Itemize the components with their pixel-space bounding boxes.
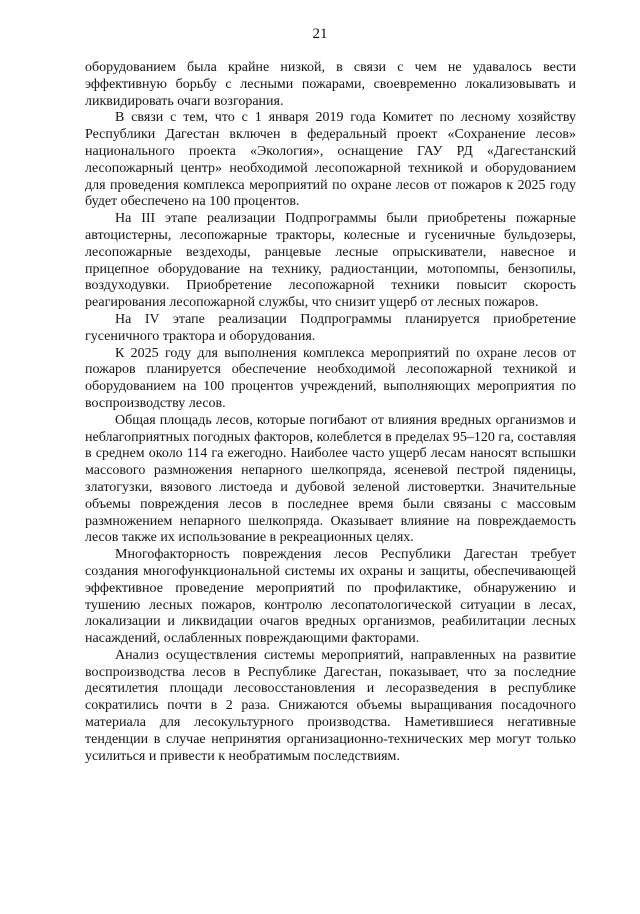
paragraph: Многофакторность повреждения лесов Республики Дагестан требует создания многофункциональной системы их охраны и защиты, обеспечивающей эффективное проведение мероприятий по профилактике, обнаружению и тушению лесных пожаров, контролю лесопатологической ситуации в лесах, локализации и ликвидации очагов вредных организмов, реабилитации лесных насаждений, ослабленных повреждающими факторами. [85,547,576,647]
body-text [85,60,576,765]
page-number: 21 [312,26,328,42]
paragraph: В связи с тем, что с 1 января 2019 года Комитет по лесному хозяйству Республики Дагестан включен в федеральный проект «Сохранение лесов» национального проекта «Экология», оснащение ГАУ РД «Дагестанский лесопожарный центр» необходимой лесопожарной техникой и оборудованием для проведения комплекса мероприятий по охране лесов от пожаров к 2025 году будет обеспечено на 100 процентов. [85,110,576,210]
paragraph: Анализ осуществления системы мероприятий, направленных на развитие воспроизводства лесов в Республике Дагестан, показывает, что за последние десятилетия площади лесовосстановления и лесоразведения в республике сократились почти в 2 раза. Снижаются объемы выращивания посадочного материала для лесокультурного производства. Наметившиеся негативные тенденции в случае непринятия организационно-технических мер могут только усилиться и привести к необратимым последствиям. [85,647,576,764]
paragraph: На IV этапе реализации Подпрограммы планируется приобретение гусеничного трактора и оборудования. [85,311,576,344]
paragraph: На III этапе реализации Подпрограммы были приобретены пожарные автоцистерны, лесопожарные тракторы, колесные и гусеничные бульдозеры, лесопожарные вездеходы, ранцевые лесные опрыскиватели, навесное и прицепное оборудование на технику, радиостанции, мотопомпы, бензопилы, воздуходувки. Приобретение лесопожарной техники повысит скорость реагирования лесопожарной службы, что снизит ущерб от лесных пожаров. [85,211,576,311]
paragraph: оборудованием была крайне низкой, в связи с чем не удавалось вести эффективную борьбу с лесными пожарами, своевременно локализовывать и ликвидировать очаги возгорания. [85,60,576,109]
paragraph: К 2025 году для выполнения комплекса мероприятий по охране лесов от пожаров планируется обеспечение необходимой лесопожарной техникой и оборудованием на 100 процентов учреждений, выполняющих мероприятия по воспроизводству лесов. [85,345,576,411]
paragraph: Общая площадь лесов, которые погибают от влияния вредных организмов и неблагоприятных погодных факторов, колеблется в пределах 95–120 га, составляя в среднем около 114 га ежегодно. Наиболее часто ущерб лесам наносят вспышки массового размножения непарного шелкопряда, ясеневой пестрой пяденицы, златогузки, вязового листоеда и дубовой зеленой листовертки. Значительные объемы повреждения лесов в последнее время были связаны с массовым размножением непарного шелкопряда. Оказывает влияние на повреждаемость лесов также их использование в рекреационных целях. [85,412,576,546]
